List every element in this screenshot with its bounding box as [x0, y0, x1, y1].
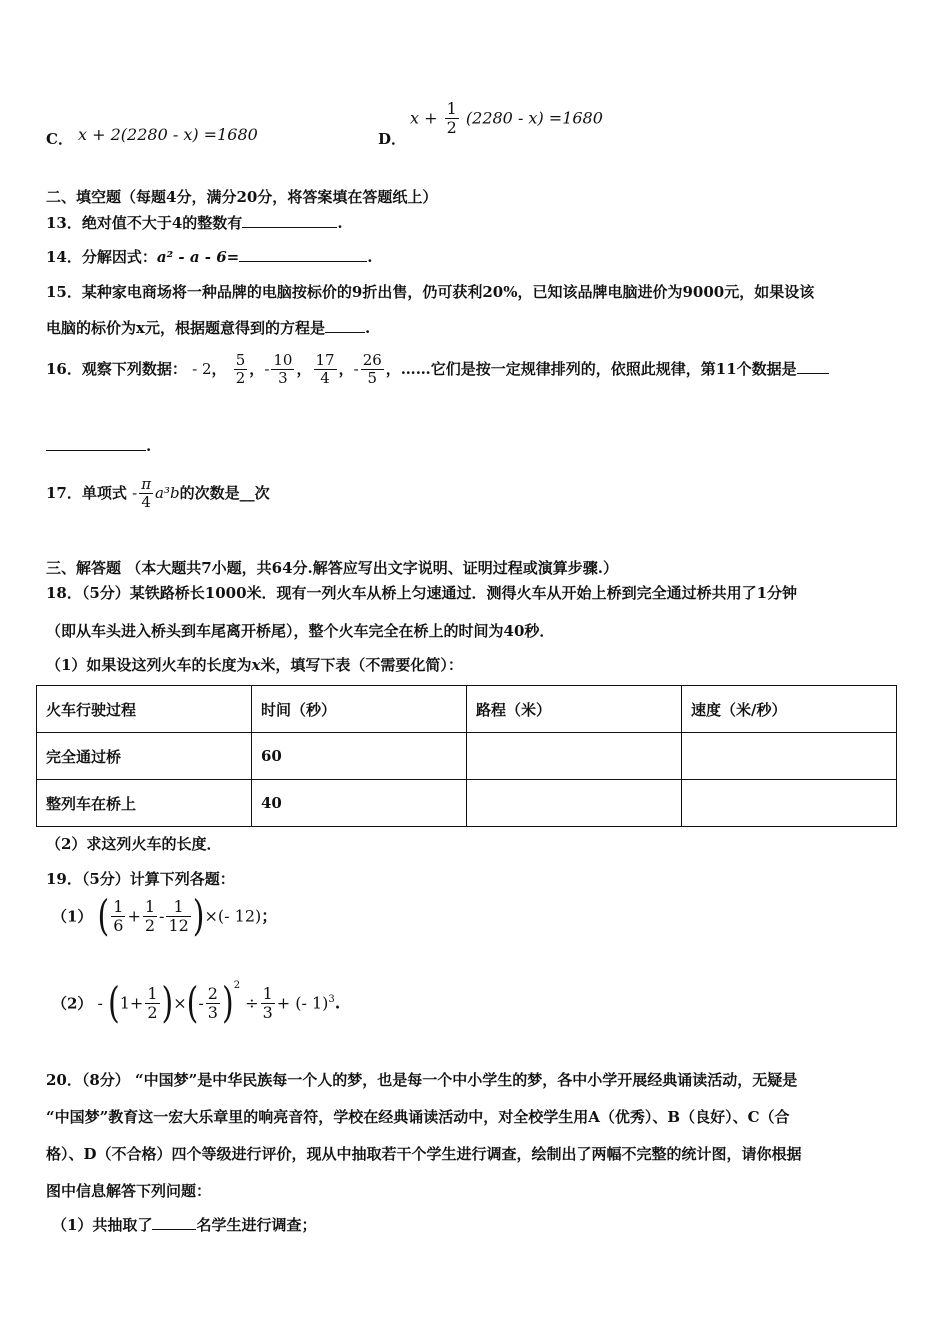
q17-sign: - — [132, 483, 138, 502]
option-d-label: D． — [378, 130, 407, 148]
q19-2-power3: 3 — [328, 994, 335, 1006]
question-20-line4: 图中信息解答下列问题： — [46, 1182, 212, 1200]
question-18-sub2: （2）求这列火车的长度． — [46, 835, 222, 853]
table-header-cell: 火车行驶过程 — [37, 686, 252, 733]
q19-2-fraction-c — [261, 985, 275, 1023]
question-16-cont — [46, 436, 151, 455]
q16-fraction-sign: - — [264, 359, 270, 378]
q16-separator: ， — [249, 359, 265, 378]
q17-suffix: 的次数是 — [179, 483, 240, 502]
q16-fraction — [361, 352, 384, 388]
q15-end: . — [364, 319, 371, 337]
option-d-rest: (2280 - x) =1680 — [465, 108, 603, 128]
question-19-part1 — [52, 892, 278, 942]
left-paren: ( — [97, 892, 110, 942]
table-cell: 60 — [252, 733, 467, 780]
fraction-denominator: 2 — [446, 118, 457, 138]
q16-sep: ， — [211, 359, 227, 378]
fraction-denominator: 2 — [147, 1003, 158, 1023]
q19-2-div: ÷ — [245, 993, 259, 1013]
q16-prefix: 16．观察下列数据： — [46, 359, 187, 378]
q16-fraction — [234, 352, 248, 388]
question-18-sub1 — [46, 654, 463, 675]
q18-sub1-text-a: （1）如果设这列火车的长度为 — [46, 656, 252, 674]
question-20-line2: “中国梦”教育这一宏大乐章里的响亮音符，学校在经典诵读活动中，对全校学生用A（优秀）、B（良好）、C（合 — [46, 1108, 790, 1126]
fraction-denominator: 12 — [168, 916, 189, 936]
q17-term: a³b — [155, 483, 180, 502]
q19-2-end: . — [334, 993, 341, 1013]
q17-end: 次 — [254, 483, 270, 502]
q14-answer-blank[interactable] — [239, 247, 367, 262]
q19-1-label: （1） — [52, 907, 93, 926]
fraction-numerator: 2 — [207, 984, 218, 1003]
table-header-cell: 速度（米/秒） — [682, 686, 897, 733]
question-20-sub1 — [52, 1214, 316, 1235]
q13-end: . — [337, 214, 343, 232]
fraction-denominator: 3 — [207, 1003, 218, 1023]
q16-fraction — [271, 352, 294, 388]
fraction-denominator: 6 — [113, 916, 124, 936]
q17-fraction — [139, 476, 153, 512]
fraction-numerator: 1 — [113, 897, 124, 916]
train-table — [36, 685, 897, 827]
left-paren: ( — [186, 979, 199, 1029]
q16-suffix: ，……它们是按一定规律排列的，依照此规律，第11个数据是 — [385, 359, 797, 378]
table-cell: 完全通过桥 — [37, 733, 252, 780]
q14-prefix: 14．分解因式： — [46, 248, 157, 266]
table-cell: 整列车在桥上 — [37, 780, 252, 827]
table-cell-input[interactable] — [467, 780, 682, 827]
q19-2-label: （2） — [52, 994, 93, 1013]
q17-prefix: 17．单项式 — [46, 483, 127, 502]
q16-fraction-sign: - — [353, 359, 359, 378]
q20-answer-blank[interactable] — [152, 1215, 196, 1230]
q20-sub1-text-a: （1）共抽取了 — [52, 1216, 153, 1234]
fraction-denominator: 2 — [144, 916, 156, 936]
section2-heading: 二、填空题（每题4分，满分20分，将答案填在答题纸上） — [46, 188, 438, 206]
option-d-x: x + — [410, 108, 438, 128]
q16-fraction-list — [232, 351, 386, 388]
q18-sub1-text-b: 米，填写下表（不需要化简）： — [260, 656, 463, 674]
table-row — [37, 780, 897, 827]
left-paren: ( — [108, 979, 120, 1029]
q16-separator: ， — [338, 359, 354, 378]
fraction-numerator: 26 — [362, 351, 382, 369]
q19-1-op-plus: + — [127, 906, 141, 926]
question-17 — [46, 476, 270, 512]
q19-2-minus: - — [97, 993, 103, 1013]
q19-2-fraction-a — [145, 985, 159, 1023]
q18-sub1-var: x — [251, 656, 261, 674]
table-cell: 40 — [252, 780, 467, 827]
fraction-denominator: 4 — [320, 369, 330, 388]
fraction-numerator: 17 — [315, 351, 335, 369]
q19-2-times: × — [173, 993, 187, 1013]
question-14 — [46, 246, 372, 267]
q19-2-tail: + (- 1) — [276, 993, 329, 1013]
q19-2-one: 1+ — [119, 993, 144, 1013]
option-c-equation: x + 2(2280 - x) =1680 — [78, 125, 258, 144]
option-d-fraction — [445, 100, 459, 138]
right-paren: ) — [161, 979, 174, 1029]
q15-text: 电脑的标价为x元，根据题意得到的方程是 — [46, 319, 325, 337]
fraction-numerator: 1 — [147, 984, 158, 1003]
q19-1-op-minus: - — [159, 906, 165, 926]
option-c-label: C． — [46, 130, 73, 148]
q16-answer-blank-b[interactable] — [46, 436, 146, 451]
table-header-cell: 路程（米） — [467, 686, 682, 733]
q17-blank[interactable]: __ — [239, 483, 255, 502]
fraction-numerator: 1 — [144, 897, 156, 916]
fraction-numerator: 10 — [273, 351, 293, 369]
table-cell-input[interactable] — [467, 733, 682, 780]
q19-1-fraction-c — [166, 898, 190, 936]
q14-end: . — [367, 248, 373, 266]
q19-2-fraction-b — [206, 985, 220, 1023]
question-15-line2 — [46, 317, 370, 338]
q19-1-fraction-b — [143, 898, 157, 936]
q13-answer-blank[interactable] — [242, 213, 337, 228]
table-cell-input[interactable] — [682, 733, 897, 780]
fraction-numerator: 5 — [235, 351, 246, 369]
fraction-denominator: 5 — [367, 369, 377, 388]
question-19-heading: 19．（5分）计算下列各题： — [46, 870, 235, 888]
question-15-line1: 15．某种家电商场将一种品牌的电脑按标价的9折出售，仍可获利20%，已知该品牌电脑进价为9000元，如果设该 — [46, 283, 815, 301]
q19-1-tail: ×(- 12) — [204, 906, 262, 926]
question-16 — [46, 352, 829, 388]
question-20-line3: 格）、D（不合格）四个等级进行评价，现从中抽取若干个学生进行调查，绘制出了两幅不完整的统计图，请你根据 — [46, 1145, 802, 1163]
q16-separator: ， — [296, 359, 312, 378]
section3-heading: 三、解答题 （本大题共7小题，共64分.解答应写出文字说明、证明过程或演算步骤.） — [46, 559, 618, 577]
q19-1-end: ； — [261, 906, 278, 926]
right-paren: ) — [192, 892, 205, 942]
fraction-numerator: 1 — [262, 984, 273, 1003]
fraction-denominator: 4 — [141, 493, 151, 512]
fraction-numerator: 1 — [446, 99, 457, 118]
fraction-denominator: 3 — [278, 369, 288, 388]
table-row — [37, 733, 897, 780]
q13-text: 13．绝对值不大于4的整数有 — [46, 214, 243, 232]
fraction-numerator: π — [141, 475, 152, 493]
q16-first-value: - 2 — [192, 359, 212, 378]
fraction-denominator: 2 — [235, 369, 246, 388]
q19-2-neg: - — [198, 993, 204, 1013]
question-19-part2 — [52, 979, 341, 1029]
q16-end: . — [146, 437, 152, 455]
question-18-line2: （即从车头进入桥头到车尾离开桥尾），整个火车完全在桥上的时间为40秒． — [46, 622, 555, 640]
fraction-denominator: 3 — [262, 1003, 273, 1023]
question-18-line1: 18．（5分）某铁路桥长1000米．现有一列火车从桥上匀速通过．测得火车从开始上桥到完全通过桥共用了1分钟 — [46, 584, 798, 602]
q19-2-power: 2 — [233, 980, 241, 992]
fraction-numerator: 1 — [166, 898, 190, 917]
q14-expression: a² - a - 6= — [156, 248, 240, 266]
table-header-row — [37, 686, 897, 733]
question-20-line1: 20．（8分） “中国梦”是中华民族每一个人的梦，也是每一个中小学生的梦，各中小学开展经典诵读活动，无疑是 — [46, 1071, 798, 1089]
table-cell-input[interactable] — [682, 780, 897, 827]
option-d-equation — [410, 100, 603, 138]
right-paren: ) — [221, 979, 234, 1029]
q19-1-fraction-a — [111, 898, 125, 936]
q20-sub1-text-b: 名学生进行调查； — [196, 1216, 317, 1234]
q16-answer-blank-a[interactable] — [797, 359, 829, 374]
q15-answer-blank[interactable] — [325, 318, 365, 333]
table-header-cell: 时间（秒） — [252, 686, 467, 733]
q16-fraction — [314, 352, 337, 388]
question-13 — [46, 212, 343, 233]
